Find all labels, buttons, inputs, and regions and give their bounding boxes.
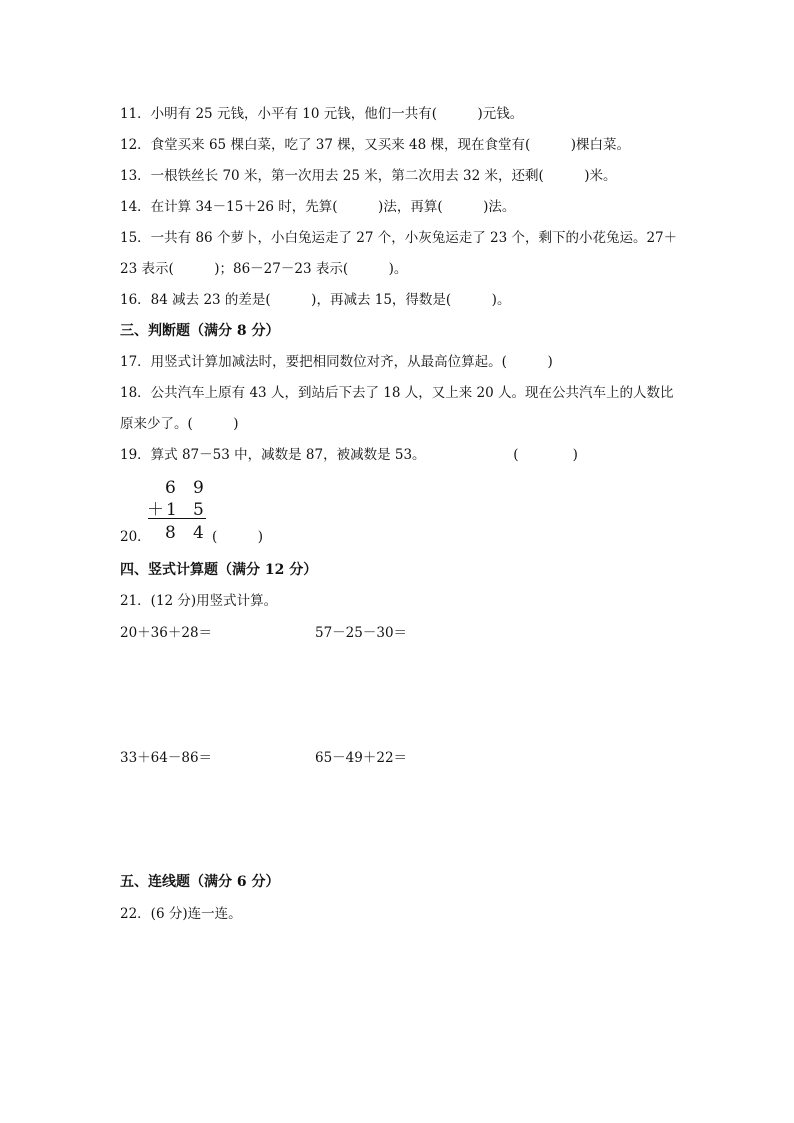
- plus-sign: ＋: [147, 500, 164, 520]
- digit-ones-2: 5: [193, 500, 204, 520]
- question-13: 13．一根铁丝长 70 米，第一次用去 25 米，第二次用去 32 米，还剩( )米。: [120, 168, 617, 184]
- expression-3: 33＋64－86＝: [120, 750, 213, 766]
- digit-ones-1: 9: [193, 478, 204, 498]
- question-14: 14．在计算 34－15＋26 时，先算( )法，再算( )法。: [120, 199, 516, 215]
- question-17: 17．用竖式计算加减法时，要把相同数位对齐，从最高位算起。( ): [120, 354, 553, 370]
- question-12: 12．食堂买来 65 棵白菜，吃了 37 棵，又买来 48 棵，现在食堂有( )棵白菜。: [120, 137, 630, 153]
- question-18-line2: 原来少了。( ): [120, 416, 239, 432]
- expression-2: 57－25－30＝: [315, 625, 408, 641]
- section-3-heading: 三、判断题（满分 8 分）: [120, 323, 280, 339]
- digit-tens-3: 8: [165, 523, 176, 543]
- vertical-rule: [148, 518, 206, 519]
- digit-ones-3: 4: [193, 523, 204, 543]
- section-4-heading: 四、竖式计算题（满分 12 分）: [120, 562, 318, 578]
- digit-tens-2: 1: [166, 500, 177, 520]
- question-15-line1: 15．一共有 86 个萝卜，小白兔运走了 27 个，小灰兔运走了 23 个，剩下的小花兔运。27＋: [120, 230, 678, 246]
- question-15-line2: 23 表示( )；86－27－23 表示( )。: [120, 261, 408, 277]
- question-20-label: 20．: [120, 529, 151, 545]
- question-20-blank: ( ): [212, 529, 264, 545]
- question-22: 22．(6 分)连一连。: [120, 906, 242, 922]
- question-11: 11．小明有 25 元钱，小平有 10 元钱，他们一共有( )元钱。: [120, 106, 524, 122]
- question-21: 21．(12 分)用竖式计算。: [120, 593, 278, 609]
- digit-tens-1: 6: [165, 478, 176, 498]
- section-5-heading: 五、连线题（满分 6 分）: [120, 874, 280, 890]
- expression-4: 65－49＋22＝: [315, 750, 408, 766]
- expression-1: 20＋36＋28＝: [120, 625, 213, 641]
- question-18-line1: 18．公共汽车上原有 43 人，到站后下去了 18 人，又上来 20 人。现在公共汽车上的人数比: [120, 385, 674, 401]
- question-16: 16．84 减去 23 的差是( )，再减去 15，得数是( )。: [120, 292, 511, 308]
- question-19: 19．算式 87－53 中，减数是 87，被减数是 53。 ( ): [120, 447, 578, 463]
